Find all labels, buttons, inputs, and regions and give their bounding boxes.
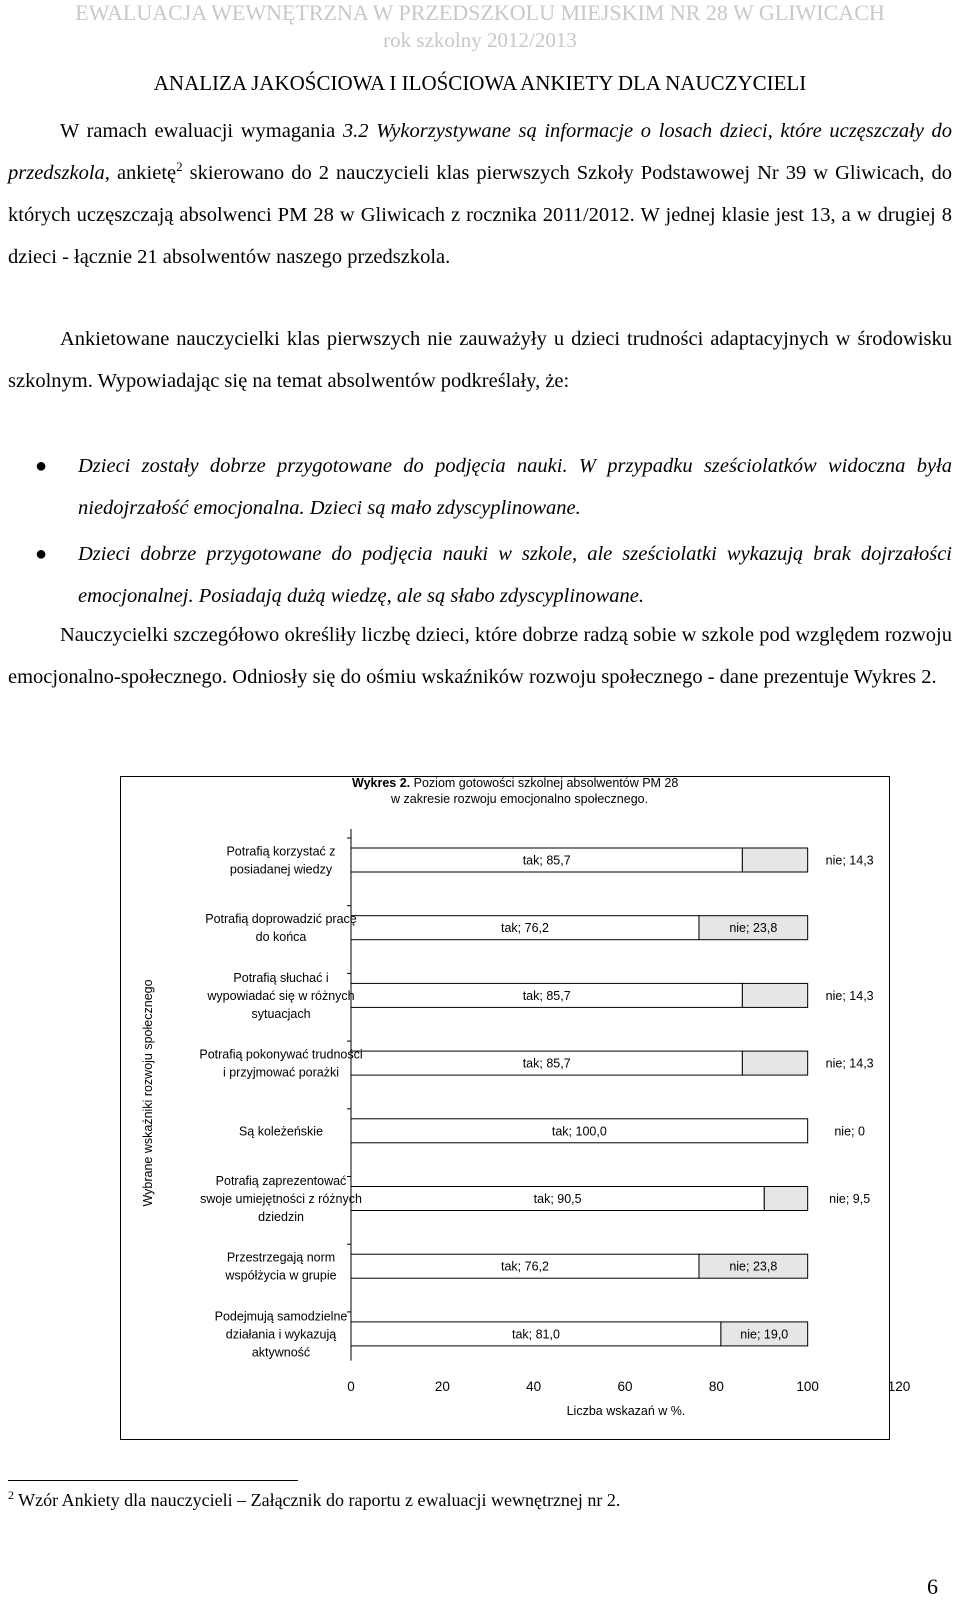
category-label: Potrafią korzystać z posiadanej wiedzy (226, 844, 336, 877)
x-tick-label: 60 (617, 1379, 633, 1394)
data-label-nie: nie; 14,3 (825, 853, 874, 868)
chart-title-line1: Poziom gotowości szkolnej absolwentów PM 28 (410, 776, 679, 790)
data-label-nie: nie; 0 (834, 1124, 865, 1139)
page-number: 6 (927, 1574, 938, 1599)
data-label-nie: nie; 14,3 (825, 1056, 874, 1071)
x-tick-label: 20 (434, 1379, 450, 1394)
requirement-quote: 3.2 Wykorzystywane są informacje o losach dzieci, które uczęszczały do przedszkola, (8, 120, 952, 184)
category-label: Przestrzegają norm współżycia w grupie (225, 1250, 337, 1283)
data-label-tak: tak; 76,2 (501, 1259, 549, 1274)
bullet-icon: ● (35, 543, 48, 565)
footnote-number: 2 (8, 1488, 14, 1502)
footnote (8, 1488, 620, 1511)
data-label-nie: nie; 9,5 (829, 1192, 871, 1206)
bullet-item (8, 445, 952, 529)
intro-mid: ankietę (109, 162, 177, 184)
category-label: Potrafią pokonywać trudności i przyjmować porażki (199, 1047, 363, 1080)
category-label: Są koleżeńskie (238, 1124, 324, 1139)
bar-nie (742, 848, 807, 872)
bar-chart (121, 776, 911, 1441)
bar-nie (742, 1051, 807, 1075)
data-label-tak: tak; 100,0 (551, 1124, 607, 1139)
bullet-item (8, 533, 952, 617)
bullet-text: Dzieci zostały dobrze przygotowane do podjęcia nauki. W przypadku sześciolatków widoczna była niedojrzałość emocjonalna. Dzieci są mało zdyscyplinowane. (78, 455, 952, 519)
data-label-tak: tak; 85,7 (522, 988, 571, 1003)
chart-title-bold: Wykres 2. (352, 776, 411, 790)
data-label-nie: nie; 23,8 (729, 921, 778, 936)
category-label: Potrafią słuchać i wypowiadać się w różnych sytuacjach (207, 970, 355, 1021)
x-axis-label: Liczba wskazań w %. (566, 1404, 686, 1418)
data-label-nie: nie; 19,0 (740, 1327, 789, 1342)
chart-title (352, 776, 678, 790)
bar-nie (742, 983, 807, 1007)
x-tick-label: 80 (708, 1379, 724, 1394)
findings-paragraph: Ankietowane nauczycielki klas pierwszych nie zauważyły u dzieci trudności adaptacyjnych w środowisku szkolnym. Wypowiadając się na temat absolwentów podkreślały, że: (8, 328, 952, 392)
footnote-text: Wzór Ankiety dla nauczycieli – Załącznik do raportu z ewaluacji wewnętrznej nr 2. (14, 1490, 621, 1510)
footnote-ref: 2 (176, 159, 183, 175)
y-axis-label: Wybrane wskaźniki rozwoju społecznego (141, 979, 155, 1207)
data-label-tak: tak; 81,0 (511, 1327, 560, 1342)
footnote-divider (8, 1480, 298, 1481)
x-tick-label: 100 (796, 1379, 819, 1394)
data-label-tak: tak; 90,5 (533, 1192, 582, 1206)
bar-nie (764, 1187, 807, 1211)
data-label-tak: tak; 76,2 (501, 921, 549, 936)
details-paragraph: Nauczycielki szczegółowo określiły liczbę dzieci, które dobrze radzą sobie w szkole pod względem rozwoju emocjonalno-społecznego. Odniosły się do ośmiu wskaźników rozwoju społecznego - dane prezentuje Wykres 2. (8, 624, 952, 688)
header-school-year: rok szkolny 2012/2013 (383, 28, 577, 52)
data-label-tak: tak; 85,7 (522, 1056, 571, 1071)
data-label-nie: nie; 14,3 (825, 988, 874, 1003)
bullet-text: Dzieci dobrze przygotowane do podjęcia nauki w szkole, ale sześciolatki wykazują brak dojrzałości emocjonalnej. Posiadają dużą wiedzę, ale są słabo zdyscyplinowane. (78, 543, 952, 607)
intro-paragraph (8, 110, 952, 278)
intro-lead: W ramach ewaluacji wymagania (60, 120, 343, 142)
bullet-icon: ● (35, 455, 48, 477)
x-tick-label: 0 (347, 1379, 355, 1394)
chart-frame (120, 776, 911, 1440)
data-label-tak: tak; 85,7 (522, 853, 571, 868)
category-label: Potrafią doprowadzić pracę do końca (205, 912, 357, 945)
bullet-list (8, 445, 952, 621)
category-label: Podejmują samodzielne działania i wykazują aktywność (214, 1309, 348, 1360)
page-title: ANALIZA JAKOŚCIOWA I ILOŚCIOWA ANKIETY DLA NAUCZYCIELI (153, 71, 807, 95)
data-label-nie: nie; 23,8 (729, 1259, 778, 1274)
intro-rest: skierowano do 2 nauczycieli klas pierwszych Szkoły Podstawowej Nr 39 w Gliwicach, do których uczęszczają absolwenci PM 28 w Gliwicach z rocznika 2011/2012. W jednej klasie jest 13, a w drugiej 8 dzieci - łącznie 21 absolwentów naszego przedszkola. (8, 162, 952, 268)
x-tick-label: 120 (887, 1379, 911, 1394)
x-tick-label: 40 (526, 1379, 542, 1394)
chart-title-line2: w zakresie rozwoju emocjonalno społecznego. (391, 792, 649, 806)
header-title: EWALUACJA WEWNĘTRZNA W PRZEDSZKOLU MIEJSKIM NR 28 W GLIWICACH (75, 0, 885, 25)
category-label: Potrafią zaprezentować swoje umiejętności z różnych dziedzin (200, 1174, 362, 1224)
